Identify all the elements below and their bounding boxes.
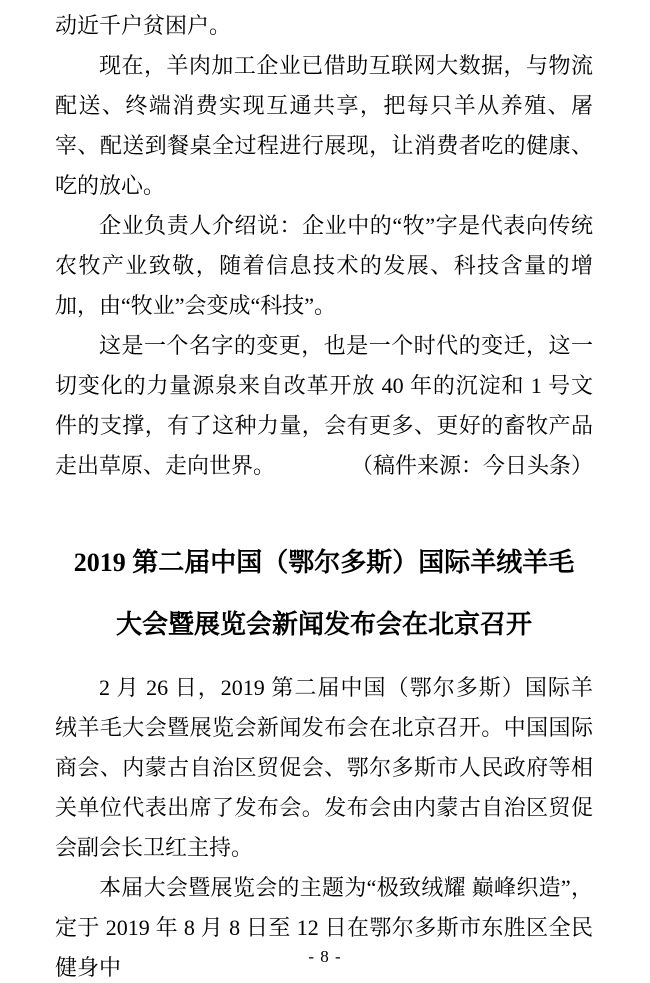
article-title-line: 大会暨展览会新闻发布会在北京召开: [115, 610, 532, 639]
page-number: - 8 -: [308, 947, 342, 966]
paragraph: 2 月 26 日，2019 第二届中国（鄂尔多斯）国际羊绒羊毛大会暨展览会新闻发布会在北京召开。中国国际商会、内蒙古自治区贸促会、鄂尔多斯市人民政府等相关单位代表出席了发布会。发布会由内蒙古自治区贸促会副会长卫红主持。: [55, 675, 593, 860]
article-title: [55, 532, 593, 656]
paragraph-continuation: 动近千户贫困户。: [55, 13, 232, 38]
paragraph: 企业负责人介绍说：企业中的“牧”字是代表向传统农牧产业致敬，随着信息技术的发展、科技含量的增加，由“牧业”会变成“科技”。: [55, 213, 593, 318]
paragraph: 这是一个名字的变更，也是一个时代的变迁，这一切变化的力量源泉来自改革开放 40 年的沉淀和 1 号文件的支撑，有了这种力量，会有更多、更好的畜牧产品走出草原、走向世界。: [55, 333, 593, 478]
paragraph: 本届大会暨展览会的主题为“极致绒耀 巅峰织造”，定于 2019 年 8 月 8 日至 12 日在鄂尔多斯市东胜区全民健身中: [55, 875, 593, 980]
paragraph: 现在，羊肉加工企业已借助互联网大数据，与物流配送、终端消费实现互通共享，把每只羊从养殖、屠宰、配送到餐桌全过程进行展现，让消费者吃的健康、吃的放心。: [55, 53, 593, 198]
source-note: （稿件来源：今日头条）: [350, 453, 593, 478]
article-title-line: 2019 第二届中国（鄂尔多斯）国际羊绒羊毛: [73, 548, 575, 577]
